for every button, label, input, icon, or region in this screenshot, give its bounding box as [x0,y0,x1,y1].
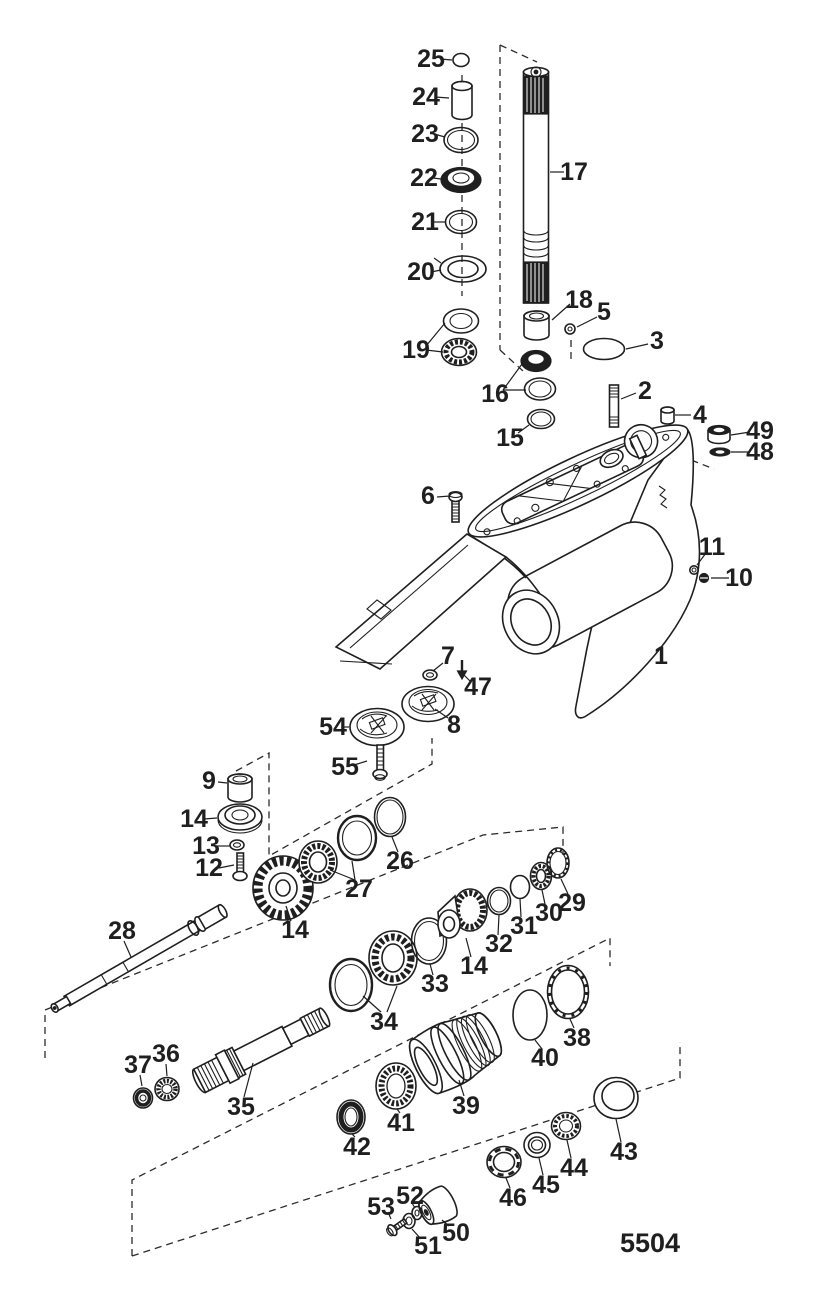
part-25-retaining-clip [453,54,469,67]
part-label-45: 45 [532,1171,560,1199]
part-label-43: 43 [610,1138,638,1166]
part-31-ring [511,876,530,899]
part-21-ring [446,211,477,234]
callout-14 [460,938,488,980]
part-label-31: 31 [510,912,538,940]
part-35-shaft [189,1002,335,1097]
callout-41 [387,1109,415,1137]
callout-25 [417,45,452,73]
part-label-8: 8 [447,711,461,739]
part-1-gear-housing [336,406,700,718]
callout-2 [621,377,652,405]
part-37-seal [134,1088,153,1108]
leader-line-3 [626,344,648,349]
part-2-stud [610,385,619,427]
part-40-o-ring [513,990,547,1040]
callout-47 [464,673,492,701]
part-12-bolt [233,853,247,881]
part-label-6: 6 [421,482,435,510]
part-label-20: 20 [407,258,435,286]
part-14-thrust-washer [218,804,262,833]
callout-51 [412,1229,442,1260]
part-6-bolt [449,492,462,523]
part-4-dowel [661,407,674,424]
part-label-19: 19 [402,336,430,364]
part-label-7: 7 [441,642,455,670]
leader-line-9 [218,782,227,783]
callout-10 [711,564,753,592]
part-5-fitting [565,324,575,334]
part-label-46: 46 [499,1184,527,1212]
part-label-30: 30 [535,899,563,927]
callout-45 [532,1158,560,1199]
part-label-28: 28 [108,917,136,945]
part-9-bushing [228,774,252,802]
callout-54 [319,713,349,741]
callout-6 [421,482,450,510]
part-34-bearing-set [330,931,417,1011]
part-label-17: 17 [560,158,588,186]
part-label-1: 1 [654,642,668,670]
part-label-13: 13 [192,832,220,860]
callout-21 [411,208,446,236]
callout-13 [192,832,230,860]
callout-31 [510,899,538,940]
part-label-51: 51 [414,1232,442,1260]
leader-line-6 [437,496,450,497]
part-label-49: 49 [746,417,774,445]
callout-55 [331,753,367,781]
housing-av-plate [336,534,506,669]
part-label-40: 40 [531,1044,559,1072]
callout-53 [367,1193,395,1221]
part-label-52: 52 [396,1182,424,1210]
part-44-bearing [552,1113,581,1140]
callout-17 [550,158,588,186]
callout-49 [731,417,774,445]
part-label-48: 48 [746,438,774,466]
callout-34 [363,986,398,1036]
part-label-25: 25 [417,45,445,73]
callout-38 [563,1019,591,1052]
drawing-number: 5504 [619,1228,681,1258]
driveshaft-stack [434,54,486,366]
callout-44 [560,1140,588,1182]
part-label-32: 32 [485,930,513,958]
part-label-18: 18 [565,286,593,314]
part-label-37: 37 [124,1051,152,1079]
part-36-bushing [155,1078,179,1101]
part-label-11: 11 [698,533,726,561]
part-label-44: 44 [560,1154,588,1182]
part-label-14: 14 [460,952,488,980]
callout-20 [407,258,441,286]
part-label-35: 35 [227,1093,255,1121]
part-label-12: 12 [195,854,223,882]
part-label-14: 14 [281,916,309,944]
callout-46 [499,1178,527,1212]
part-20-tab-washer [434,256,486,282]
callout-52 [396,1182,424,1210]
callout-28 [108,917,136,957]
part-label-29: 29 [558,889,586,917]
callout-36 [152,1040,180,1076]
part-label-23: 23 [411,120,439,148]
callout-37 [124,1051,152,1086]
part-39-bearing-carrier [402,1002,510,1099]
callout-40 [531,1040,559,1072]
callout-22 [410,164,441,192]
callout-33 [421,964,449,998]
part-label-34: 34 [370,1008,398,1036]
part-54-anode [350,709,404,746]
part-label-3: 3 [650,327,664,355]
part-49-cap [708,426,730,444]
callout-24 [412,83,449,111]
part-24-bushing [452,82,472,120]
part-label-15: 15 [496,424,524,452]
part-label-50: 50 [442,1219,470,1247]
callout-1 [654,642,668,670]
part-46-locknut [487,1147,521,1178]
part-17-driveshaft [524,67,549,303]
part-32-ring [488,888,511,915]
part-label-33: 33 [421,970,449,998]
callout-42 [343,1133,371,1161]
callout-11 [697,533,725,565]
callout-26 [386,837,414,875]
part-label-26: 26 [386,847,414,875]
part-38-lock-ring [548,966,589,1019]
callout-50 [442,1219,470,1247]
part-label-22: 22 [410,164,438,192]
callout-16 [481,364,526,408]
part-28-propeller-shaft [48,903,229,1017]
callout-32 [485,915,513,958]
part-16-seal-and-ring [521,351,556,401]
part-45-sleeve [524,1133,550,1158]
part-14-pinion-gear [438,889,487,938]
part-label-24: 24 [412,83,440,111]
part-22-oil-seal [441,168,481,193]
part-15-ring [528,410,555,429]
part-55-bolt [373,745,387,780]
part-48-washer [710,448,730,456]
leader-line-2 [621,393,636,399]
callout-9 [202,767,227,795]
callout-43 [610,1119,638,1166]
part-label-5: 5 [597,298,611,326]
part-43-ring [594,1078,638,1119]
part-26-o-ring [375,798,406,837]
part-label-9: 9 [202,767,216,795]
part-23-o-ring [444,128,478,153]
part-3-o-ring [584,339,625,360]
part-7-nut [423,670,437,680]
part-18-sleeve [524,311,549,340]
part-41-needle-bearing [376,1063,416,1109]
part-label-16: 16 [481,380,509,408]
part-label-10: 10 [725,564,753,592]
callout-18 [552,286,593,320]
part-42-seal [337,1100,365,1134]
callout-14 [180,805,217,833]
callout-7 [433,642,455,671]
part-label-21: 21 [411,208,439,236]
leader-line-5 [577,317,597,327]
part-label-55: 55 [331,753,359,781]
part-13-nut [230,840,244,850]
part-label-42: 42 [343,1133,371,1161]
part-label-54: 54 [319,713,347,741]
part-label-4: 4 [693,401,707,429]
part-label-38: 38 [563,1024,591,1052]
part-label-53: 53 [367,1193,395,1221]
callout-15 [496,424,529,452]
callout-23 [411,120,445,148]
callout-3 [626,327,664,355]
part-label-2: 2 [638,377,652,405]
callout-19 [402,323,445,364]
part-label-27: 27 [345,875,373,903]
part-label-41: 41 [387,1109,415,1137]
part-10-screw [700,574,709,583]
part-label-14: 14 [180,805,208,833]
part-label-39: 39 [452,1092,480,1120]
part-label-47: 47 [464,673,492,701]
part-label-36: 36 [152,1040,180,1068]
part-19-bearing-set [442,309,479,366]
part-29-bearing [547,848,569,878]
